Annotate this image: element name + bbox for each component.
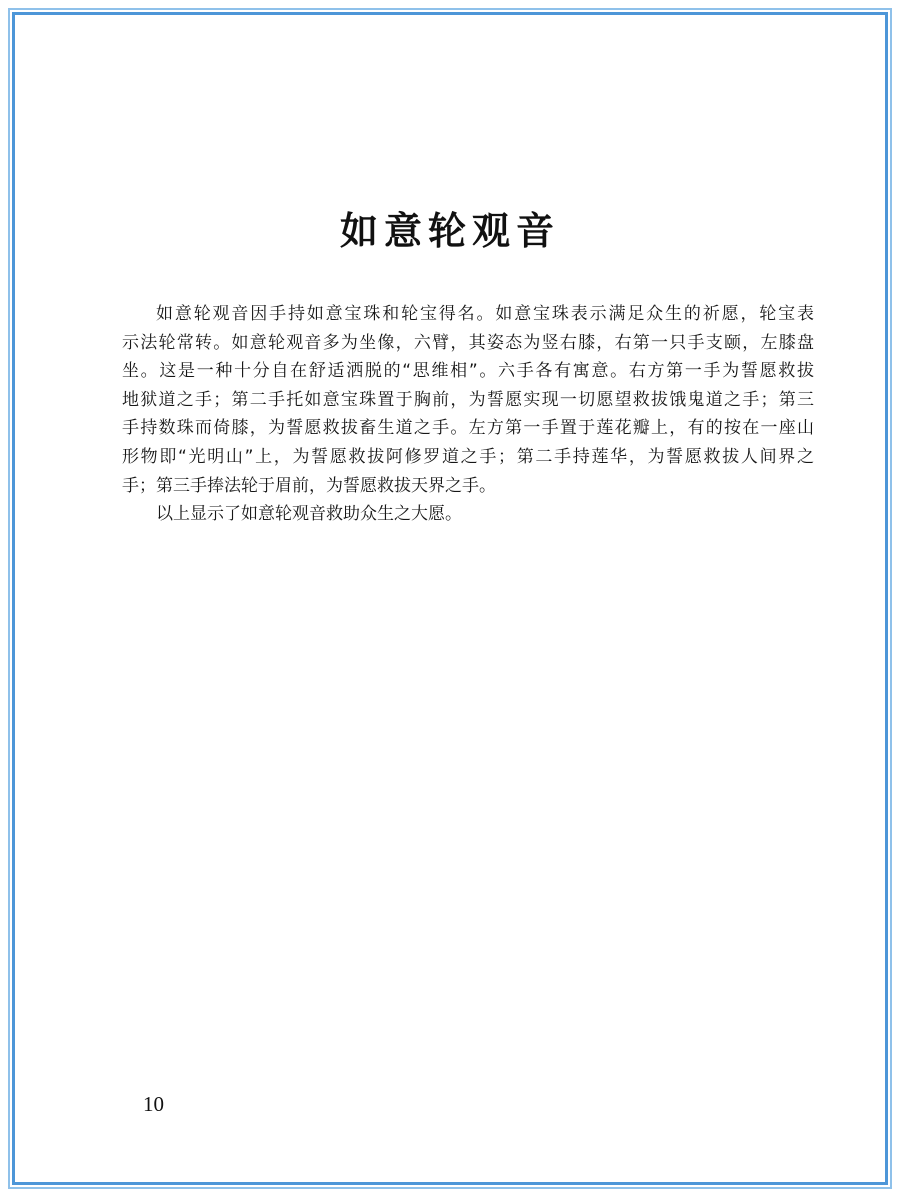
body-text xyxy=(122,300,814,529)
body-line: 地狱道之手；第二手托如意宝珠置于胸前，为誓愿实现一切愿望救拔饿鬼道之手；第三 xyxy=(122,389,814,410)
body-line: 以上显示了如意轮观音救助众生之大愿。 xyxy=(156,504,462,525)
body-line: 坐。这是一种十分自在舒适洒脱的“思维相”。六手各有寓意。右方第一手为誓愿救拔 xyxy=(122,361,814,382)
page-border-inner xyxy=(12,12,888,1185)
body-line: 手；第三手捧法轮于眉前，为誓愿救拔天界之手。 xyxy=(122,475,496,496)
body-line: 示法轮常转。如意轮观音多为坐像，六臂，其姿态为竖右膝，右第一只手支颐，左膝盘 xyxy=(122,332,814,353)
page-border-outer xyxy=(8,8,892,1189)
body-line: 如意轮观音因手持如意宝珠和轮宝得名。如意宝珠表示满足众生的祈愿，轮宝表 xyxy=(156,304,814,324)
page-number: 10 xyxy=(143,1092,164,1116)
page-title: 如意轮观音 xyxy=(339,209,560,253)
body-line: 形物即“光明山”上，为誓愿救拔阿修罗道之手；第二手持莲华，为誓愿救拔人间界之 xyxy=(122,446,814,467)
body-line: 手持数珠而倚膝，为誓愿救拔畜生道之手。左方第一手置于莲花瓣上，有的按在一座山 xyxy=(122,418,814,439)
